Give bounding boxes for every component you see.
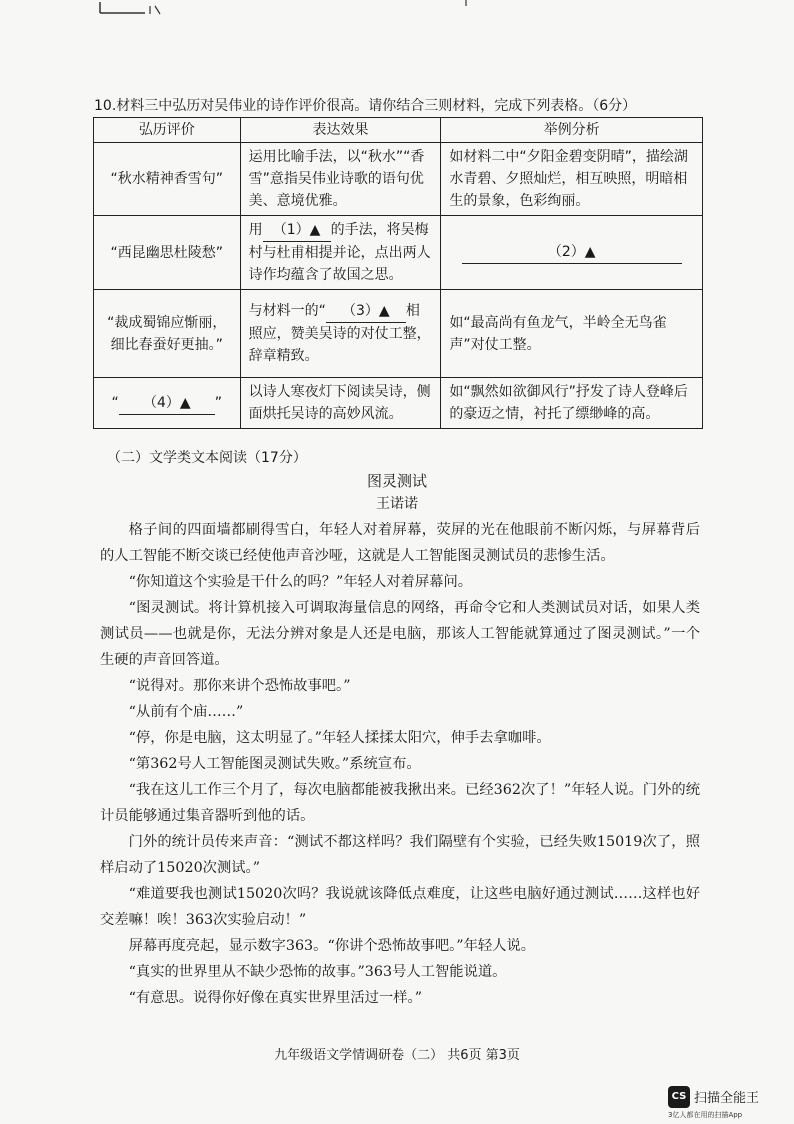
row3-evaluation	[94, 290, 241, 378]
table-row	[94, 216, 703, 290]
paragraph: “难道要我也测试15020次吗？我说就该降低点难度，让这些电脑好通过测试……这样也好交差嘛！唉！363次实验启动！”	[100, 886, 700, 928]
paragraph: “有意思。说得你好像在真实世界里活过一样。”	[128, 990, 422, 1006]
page-footer: 九年级语文学情调研卷（二） 共6页 第3页	[274, 1048, 520, 1063]
blank-1[interactable]: （1）▲	[263, 219, 331, 242]
header-effect: 表达效果	[240, 118, 441, 143]
row3-effect	[240, 290, 441, 378]
blank-4[interactable]: （4）▲	[119, 392, 215, 415]
evaluation-table	[93, 117, 703, 429]
row1-effect: 运用比喻手法，以“秋水”“香雪”意指吴伟业诗歌的语句优美、意境优雅。	[240, 143, 441, 216]
watermark-name: 扫描全能王	[694, 1091, 760, 1106]
row4-example: 如“飘然如欲御风行”抒发了诗人登峰后的豪迈之情，衬托了缥缈峰的高。	[441, 378, 703, 429]
row4-evaluation-pre: “	[111, 394, 119, 411]
table-row	[94, 378, 703, 429]
question-10: 10.材料三中弘历对吴伟业的诗作评价很高。请你结合三则材料，完成下列表格。（6分）	[94, 98, 637, 114]
row3-effect-post: 相照应，赞美吴诗的对仗工整，辞章精致。	[248, 303, 431, 364]
story-title: 图灵测试	[366, 472, 427, 490]
header-example: 举例分析	[441, 118, 703, 143]
paragraph: 格子间的四面墙都刷得雪白，年轻人对着屏幕，荧屏的光在他眼前不断闪烁，与屏幕背后的人工智能不断交谈已经使他声音沙哑，这就是人工智能图灵测试员的悲惨生活。	[100, 522, 700, 564]
row2-effect-post: 的手法，将吴梅村与杜甫相提并论，点出两人诗作均蕴含了故国之思。	[248, 222, 431, 283]
row4-evaluation	[94, 378, 241, 429]
blank-3[interactable]: （3）▲	[326, 300, 406, 323]
story-author: 王诺诺	[376, 496, 418, 512]
table-header-row	[94, 118, 703, 143]
paragraph: “我在这儿工作三个月了，每次电脑都能被我揪出来。已经362次了！”年轻人说。门外的统计员能够通过集音器听到他的话。	[100, 782, 700, 824]
row2-effect-pre: 用	[248, 222, 263, 238]
paragraph: “图灵测试。将计算机接入可调取海量信息的网络，再命令它和人类测试员对话，如果人类测试员——也就是你，无法分辨对象是人还是电脑，那该人工智能就算通过了图灵测试。”一个生硬的声音回答道。	[100, 600, 700, 668]
watermark-subtitle: 3亿人都在用的扫描App	[668, 1111, 743, 1119]
row3-evaluation-line2: 细比春蚕好更抽。”	[110, 336, 223, 353]
row2-evaluation: “西昆幽思杜陵愁”	[94, 216, 241, 290]
paragraph: 门外的统计员传来声音：“测试不都这样吗？我们隔壁有个实验，已经失败15019次了，照样启动了15020次测试。”	[100, 834, 700, 876]
header-evaluation: 弘历评价	[94, 118, 241, 143]
blank-2[interactable]: （2）▲	[462, 241, 682, 264]
paragraph: “停，你是电脑，这太明显了。”年轻人揉揉太阳穴，伸手去拿咖啡。	[128, 730, 551, 746]
paragraph: “真实的世界里从不缺少恐怖的故事。”363号人工智能说道。	[128, 964, 507, 980]
row2-effect	[240, 216, 441, 290]
row3-effect-pre: 与材料一的“	[248, 303, 326, 319]
camscanner-logo: CS	[668, 1086, 690, 1108]
table-row	[94, 290, 703, 378]
paragraph: “第362号人工智能图灵测试失败。”系统宣布。	[128, 756, 421, 772]
paragraph: “你知道这个实验是干什么的吗？”年轻人对着屏幕问。	[128, 574, 473, 590]
row4-evaluation-post: ”	[214, 394, 223, 411]
section-title: （二）文学类文本阅读（17分）	[107, 450, 307, 466]
scanner-watermark	[668, 1086, 780, 1119]
story-body	[100, 517, 700, 1011]
row3-example: 如“最高尚有鱼龙气，半岭全无鸟雀声”对仗工整。	[441, 290, 703, 378]
row3-evaluation-line1: “裁成蜀锦应惭丽，	[107, 314, 227, 331]
row2-example	[441, 216, 703, 290]
table-row	[94, 143, 703, 216]
paragraph: 屏幕再度亮起，显示数字363。“你讲个恐怖故事吧。”年轻人说。	[128, 938, 536, 954]
paragraph: “从前有个庙……”	[128, 704, 244, 720]
scan-edge-marks	[0, 0, 794, 20]
row1-evaluation: “秋水精神香雪句”	[94, 143, 241, 216]
row4-effect: 以诗人寒夜灯下阅读吴诗，侧面烘托吴诗的高妙风流。	[240, 378, 441, 429]
paragraph: “说得对。那你来讲个恐怖故事吧。”	[128, 678, 351, 694]
row1-example: 如材料二中“夕阳金碧变阴晴”，描绘湖水青碧、夕照灿烂，相互映照，明暗相生的景象，色彩绚丽。	[441, 143, 703, 216]
